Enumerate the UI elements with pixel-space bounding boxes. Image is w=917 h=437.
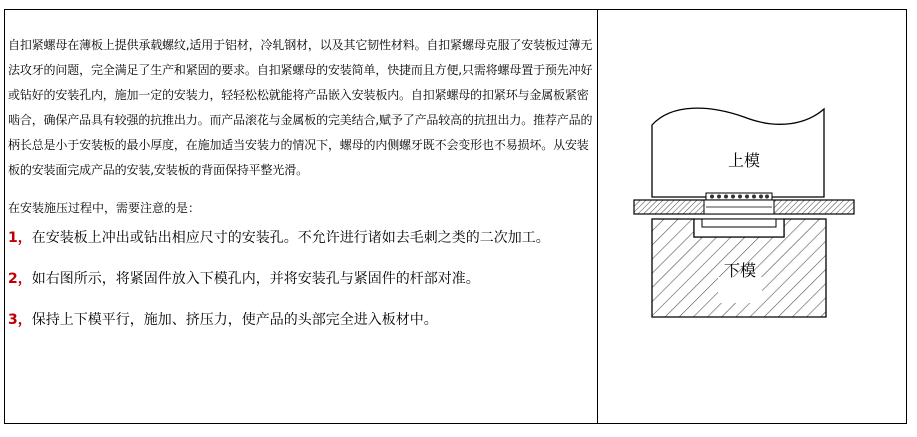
notes-intro: 在安装施压过程中，需要注意的是： xyxy=(8,201,201,216)
step-number: 3， xyxy=(8,312,32,329)
intro-paragraph: 自扣紧螺母在薄板上提供承载螺纹,适用于铝材，冷轧钢材，以及其它韧性材料。自扣紧螺母克服了安装板过薄无法攻牙的问题，完全满足了生产和紧固的要求。自扣紧螺母的安装简单，快捷而且方便,只需将螺母置于预先冲好或钻好的安装孔内，施加一定的安装力，轻轻松松就能将产品嵌入安装板内。自扣紧螺母的扣紧环与金属板紧密啮合，确保产品具有较强的抗推出力。而产品滚花与金属板的完美结合,赋予了产品较高的抗扭出力。推荐产品的柄长总是小于安装板的最小厚度，在施加适当安装力的情况下，螺母的内侧螺牙既不会变形也不易损坏。从安装板的安装面完成产品的安装,安装板的背面保持平整光滑。 xyxy=(8,38,593,177)
press-die-diagram xyxy=(632,95,856,321)
step-text: 在安装板上冲出或钻出相应尺寸的安装孔。不允许进行诸如去毛刺之类的二次加工。 xyxy=(31,230,550,247)
column-divider xyxy=(597,9,598,424)
description-cell xyxy=(8,33,596,332)
lower-die-label: 下模 xyxy=(723,261,757,280)
step-number: 1， xyxy=(8,230,32,247)
step-number: 2， xyxy=(8,271,32,288)
fastener-knurl xyxy=(710,195,769,199)
step-text: 如右图所示，将紧固件放入下模孔内，并将安装孔与紧固件的杆部对准。 xyxy=(31,271,480,288)
upper-die-label: 上模 xyxy=(727,151,761,170)
step-item-2 xyxy=(8,267,596,291)
step-item-1 xyxy=(8,226,596,250)
step-item-3 xyxy=(8,308,596,332)
step-text: 保持上下模平行，施加、挤压力，使产品的头部完全进入板材中。 xyxy=(31,312,438,329)
